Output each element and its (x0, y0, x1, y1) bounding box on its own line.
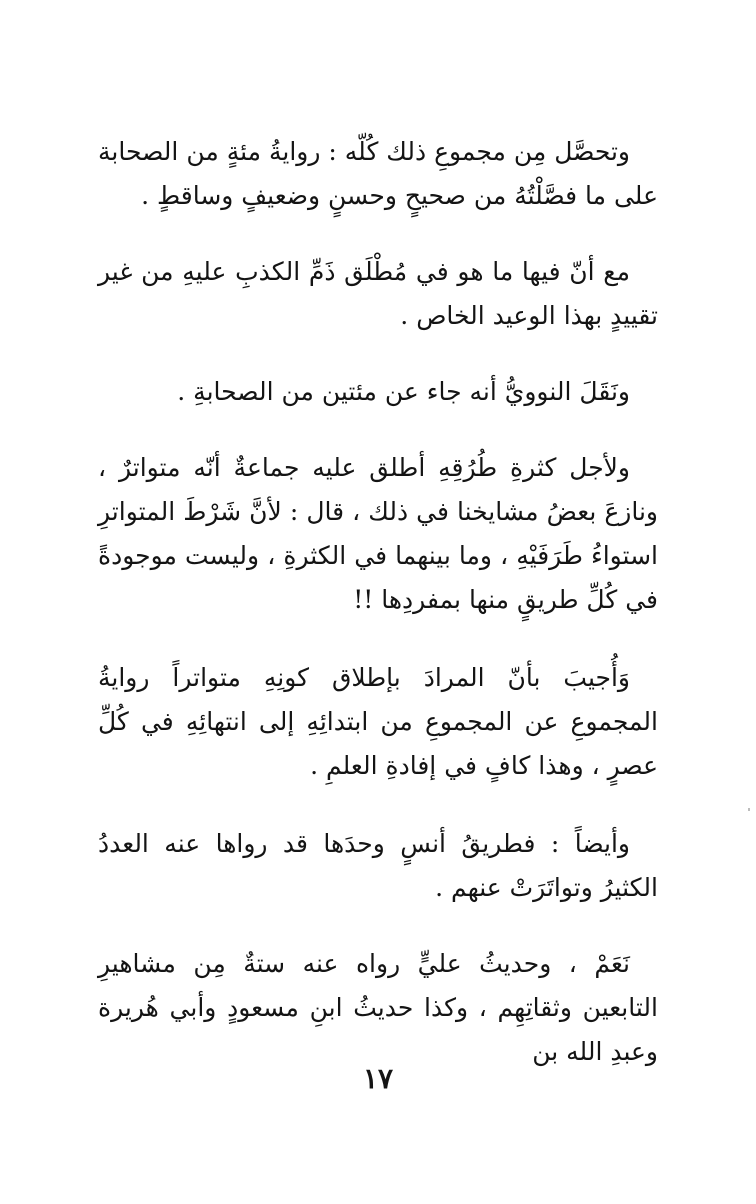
paragraph-absolute-condemnation (98, 250, 658, 338)
paragraph-text: ونَقَلَ النوويُّ أنه جاء عن مئتين من الصحابةِ . (177, 377, 630, 406)
paragraph-text: نَعَمْ ، وحديثُ عليٍّ رواه عنه ستةٌ مِن مشاهيرِ التابعين وثقاتِهِم ، وكذا حديثُ ابنِ مسعودٍ وأبي هُريرة وعبدِ الله بن (98, 949, 658, 1066)
paragraph-text: وأيضاً : فطريقُ أنسٍ وحدَها قد رواها عنه العددُ الكثيرُ وتواتَرَتْ عنهم . (98, 829, 658, 902)
paragraph-mutawatir-dispute (98, 446, 658, 622)
paragraph-narrators-count (98, 130, 658, 218)
paragraph-reply (98, 656, 658, 788)
page-number: ١٧ (362, 1062, 394, 1095)
paragraph-text: ولأجل كثرةِ طُرُقِهِ أطلق عليه جماعةٌ أنّه متواترٌ ، ونازعَ بعضُ مشايخنا في ذلك ، قال : لأنَّ شَرْطَ المتواترِ استواءُ طَرَفَيْهِ ، وما بينهما في الكثرةِ ، وليست موجودةً في كُلِّ طريقٍ منها بمفردِها !! (98, 453, 658, 614)
paragraph-anas-route (98, 822, 658, 910)
paragraph-ali-hadith (98, 942, 658, 1074)
paragraph-text: مع أنّ فيها ما هو في مُطْلَق ذَمِّ الكذبِ عليهِ من غير تقييدٍ بهذا الوعيد الخاص . (98, 257, 658, 330)
paragraph-nawawi (98, 370, 658, 414)
paragraph-text: وَأُجيبَ بأنّ المرادَ بإطلاق كونِهِ متواتراً روايةُ المجموعِ عن المجموعِ من ابتدائِهِ إلى انتهائِهِ في كُلِّ عصرٍ ، وهذا كافٍ في إفادةِ العلمِ . (98, 663, 658, 780)
paragraph-text: وتحصَّل مِن مجموعِ ذلك كُلّه : روايةُ مئةٍ من الصحابة على ما فصَّلْتُهُ من صحيحٍ وحسنٍ وضعيفٍ وساقطٍ . (98, 137, 658, 210)
scan-speck (748, 808, 750, 811)
